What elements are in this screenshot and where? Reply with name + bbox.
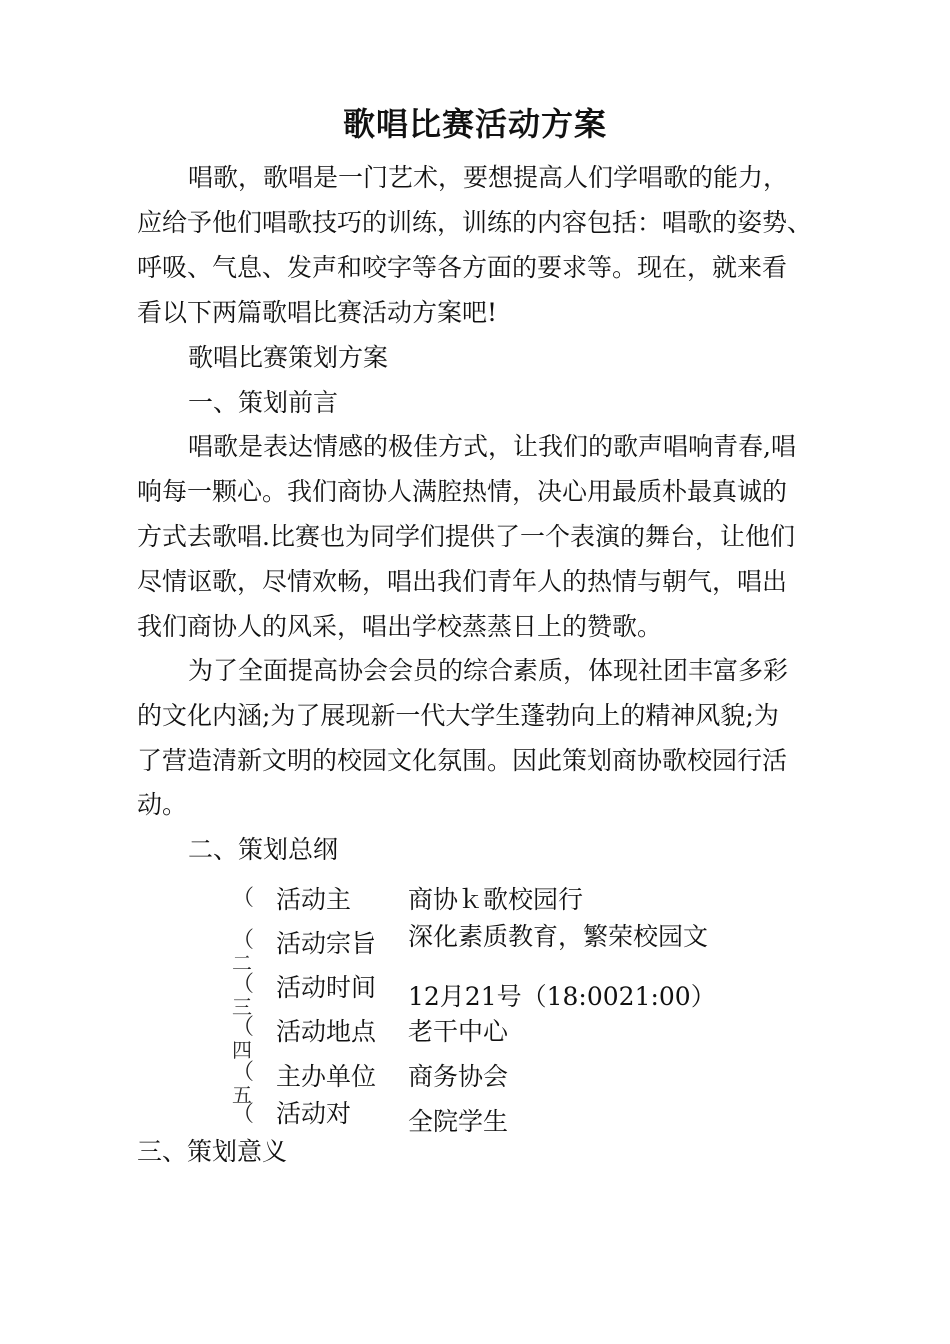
intro-line-4: 看以下两篇歌唱比赛活动方案吧! <box>137 298 498 327</box>
section3-heading: 三、策划意义 <box>137 1137 288 1166</box>
section2-heading: 二、策划总纲 <box>188 835 339 864</box>
section1-para2-line-2: 的文化内涵;为了展现新一代大学生蓬勃向上的精神风貌;为 <box>137 701 779 730</box>
outline-row-6-marker: （ <box>232 1102 255 1127</box>
outline-row-1-value: 商协ｋ歌校园行 <box>408 885 584 914</box>
outline-row-1-marker: （ <box>232 886 255 911</box>
outline-row-6-label: 活动对 <box>276 1099 352 1128</box>
outline-row-4-label: 活动地点 <box>276 1017 377 1046</box>
intro-line-2: 应给予他们唱歌技巧的训练，训练的内容包括：唱歌的姿势、 <box>137 208 813 237</box>
document-title: 歌唱比赛活动方案 <box>342 105 607 143</box>
outline-row-3-label: 活动时间 <box>276 973 377 1002</box>
section1-heading: 一、策划前言 <box>188 388 339 417</box>
section1-para2-line-4: 动。 <box>137 790 188 819</box>
outline-row-3-marker: （ 三 <box>232 972 255 1019</box>
outline-row-2-label: 活动宗旨 <box>276 929 377 958</box>
intro-line-1: 唱歌，歌唱是一门艺术，要想提高人们学唱歌的能力， <box>188 163 789 192</box>
outline-row-4-marker: （ 四 <box>232 1015 255 1062</box>
outline-row-5-marker: （ 五 <box>232 1060 255 1107</box>
section1-para2-line-1: 为了全面提高协会会员的综合素质，体现社团丰富多彩 <box>188 656 789 685</box>
outline-row-4-value: 老干中心 <box>408 1017 509 1046</box>
outline-row-3-value: 12月21号（18:0021:00） <box>408 982 716 1011</box>
outline-row-1-label: 活动主 <box>276 885 352 914</box>
outline-row-2-value: 深化素质教育，繁荣校园文 <box>408 922 709 951</box>
section1-para1-line-4: 尽情讴歌，尽情欢畅，唱出我们青年人的热情与朝气，唱出 <box>137 567 788 596</box>
section1-para1-line-1: 唱歌是表达情感的极佳方式，让我们的歌声唱响青春,唱 <box>188 432 796 461</box>
outline-row-6-value: 全院学生 <box>408 1107 509 1136</box>
section1-para1-line-5: 我们商协人的风采，唱出学校蒸蒸日上的赞歌。 <box>137 612 663 641</box>
outline-row-5-value: 商务协会 <box>408 1062 509 1091</box>
outline-row-5-label: 主办单位 <box>276 1062 377 1091</box>
section1-para1-line-2: 响每一颗心。我们商协人满腔热情，决心用最质朴最真诚的 <box>137 477 788 506</box>
section1-para1-line-3: 方式去歌唱.比赛也为同学们提供了一个表演的舞台，让他们 <box>137 522 795 551</box>
outline-row-2-marker: （ 二 <box>232 928 255 975</box>
plan-subtitle: 歌唱比赛策划方案 <box>188 343 389 372</box>
section1-para2-line-3: 了营造清新文明的校园文化氛围。因此策划商协歌校园行活 <box>137 746 788 775</box>
intro-line-3: 呼吸、气息、发声和咬字等各方面的要求等。现在，就来看 <box>137 253 788 282</box>
